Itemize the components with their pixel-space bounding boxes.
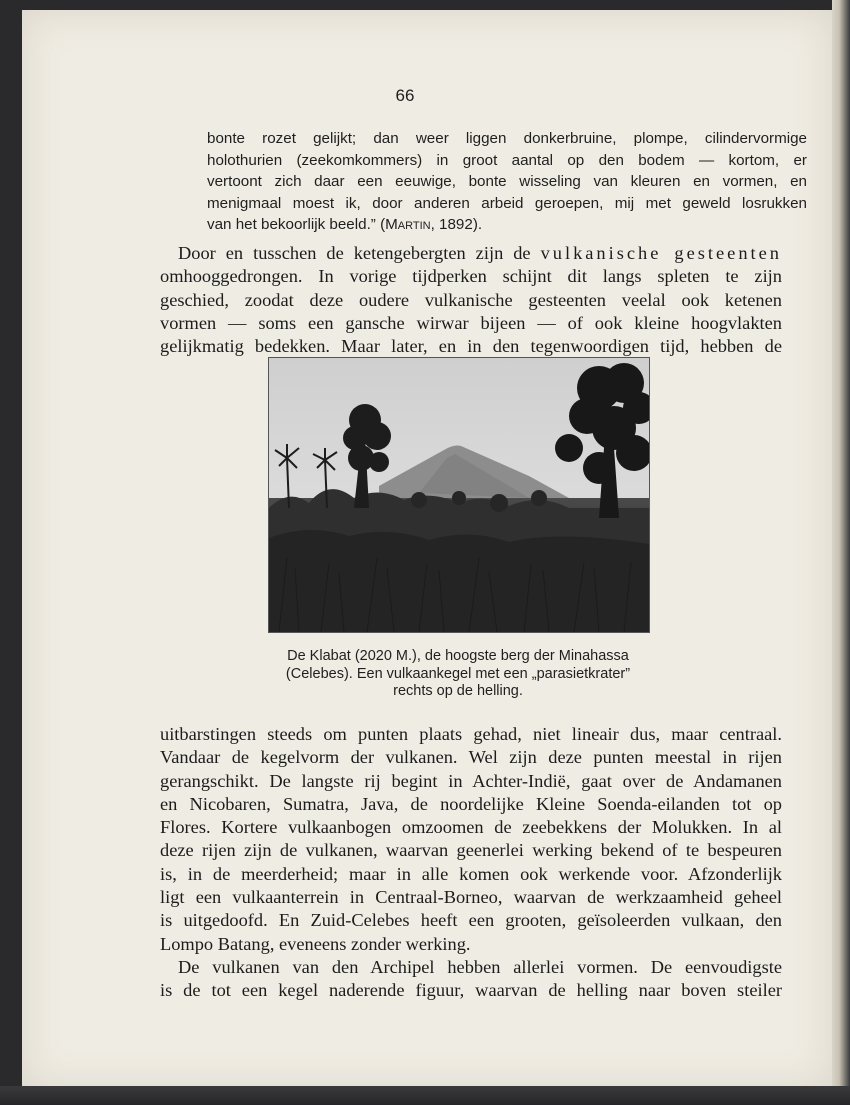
quote-block (207, 128, 807, 236)
paragraph-line: gerangschikt. De langste rij begint in Achter-Indië, gaat over de Andamanen (160, 770, 782, 791)
page-edge (832, 0, 850, 1105)
quote-line: vertoont zich daar een eeuwige, bonte wisseling van kleuren en vormen, en (207, 173, 807, 190)
paragraph-line: gelijkmatig bedekken. Maar later, en in den tegenwoordigen tijd, hebben de (160, 336, 782, 357)
quote-line: menigmaal moest ik, door anderen arbeid geroepen, mij met geweld losrukken (207, 194, 807, 212)
paragraph-eruptions (160, 723, 782, 1003)
quote-line-citation (207, 214, 807, 236)
paragraph-line: geschied, zoodat deze oudere vulkanische gesteenten veelal ook ketenen (160, 289, 782, 310)
paragraph-line: Lompo Batang, eveneens zonder werking. (160, 933, 471, 954)
quote-year: , 1892). (430, 216, 483, 233)
photo-caption (252, 648, 664, 701)
emphasis-spaced-text: vulkanische gesteenten (540, 243, 782, 263)
paragraph-line (160, 242, 782, 265)
paragraph-line: deze rijen zijn de vulkanen, waarvan geenerlei werking bekend of te bespeuren (160, 840, 782, 861)
quote-line: bonte rozet gelijkt; dan weer liggen donkerbruine, plompe, cilindervormige (207, 130, 807, 147)
paragraph-line: De vulkanen van den Archipel hebben allerlei vormen. De eenvoudigste (178, 956, 782, 977)
paragraph-line: is uitgedoofd. En Zuid-Celebes heeft een grooten, geïsoleerden vulkaan, den (160, 910, 782, 931)
paragraph-line: vormen — soms een gansche wirwar bijeen — of ook kleine hoogvlakten (160, 312, 782, 333)
caption-line: (Celebes). Een vulkaankegel met een „parasietkrater” (285, 665, 631, 682)
paragraph-line: Flores. Kortere vulkaanbogen omzoomen de zeebekkens der Molukken. In al (160, 817, 782, 838)
paragraph-line: uitbarstingen steeds om punten plaats gehad, niet lineair dus, maar centraal. (160, 724, 782, 744)
paragraph-line: Vandaar de kegelvorm der vulkanen. Wel zijn deze punten meestal in rijen (160, 747, 782, 768)
paragraph-line: ligt een vulkaanterrein in Centraal-Borneo, waarvan de werkzaamheid geheel (160, 887, 782, 908)
volcano-photo (268, 357, 650, 633)
caption-line: De Klabat (2020 M.), de hoogste berg der Minahassa (287, 648, 629, 664)
page-number: 66 (395, 86, 415, 105)
paragraph-line: is de tot een kegel naderende figuur, waarvan de helling naar boven steiler (160, 980, 782, 1001)
caption-line: rechts op de helling. (393, 683, 523, 699)
quote-author: Martin (385, 216, 431, 233)
quote-line: holothurien (zeekomkommers) in groot aantal op den bodem — kortom, er (207, 151, 807, 169)
paragraph-line: omhooggedrongen. In vorige tijdperken schijnt dit langs spleten te zijn (160, 266, 782, 287)
paragraph-line: is, in de meerderheid; maar in alle komen ook werkende voor. Afzonderlijk (160, 863, 782, 884)
volcano-photo-illustration (269, 358, 649, 632)
quote-line-text: van het bekoorlijk beeld.” ( (207, 216, 386, 233)
bottom-edge (0, 1086, 850, 1105)
paragraph-volcanic-rocks (160, 242, 782, 358)
paragraph-text: Door en tusschen de ketengebergten zijn de (178, 243, 541, 263)
paragraph-line: en Nicobaren, Sumatra, Java, de noordelijke Kleine Soenda-eilanden tot op (160, 793, 782, 814)
book-page (22, 10, 832, 1090)
